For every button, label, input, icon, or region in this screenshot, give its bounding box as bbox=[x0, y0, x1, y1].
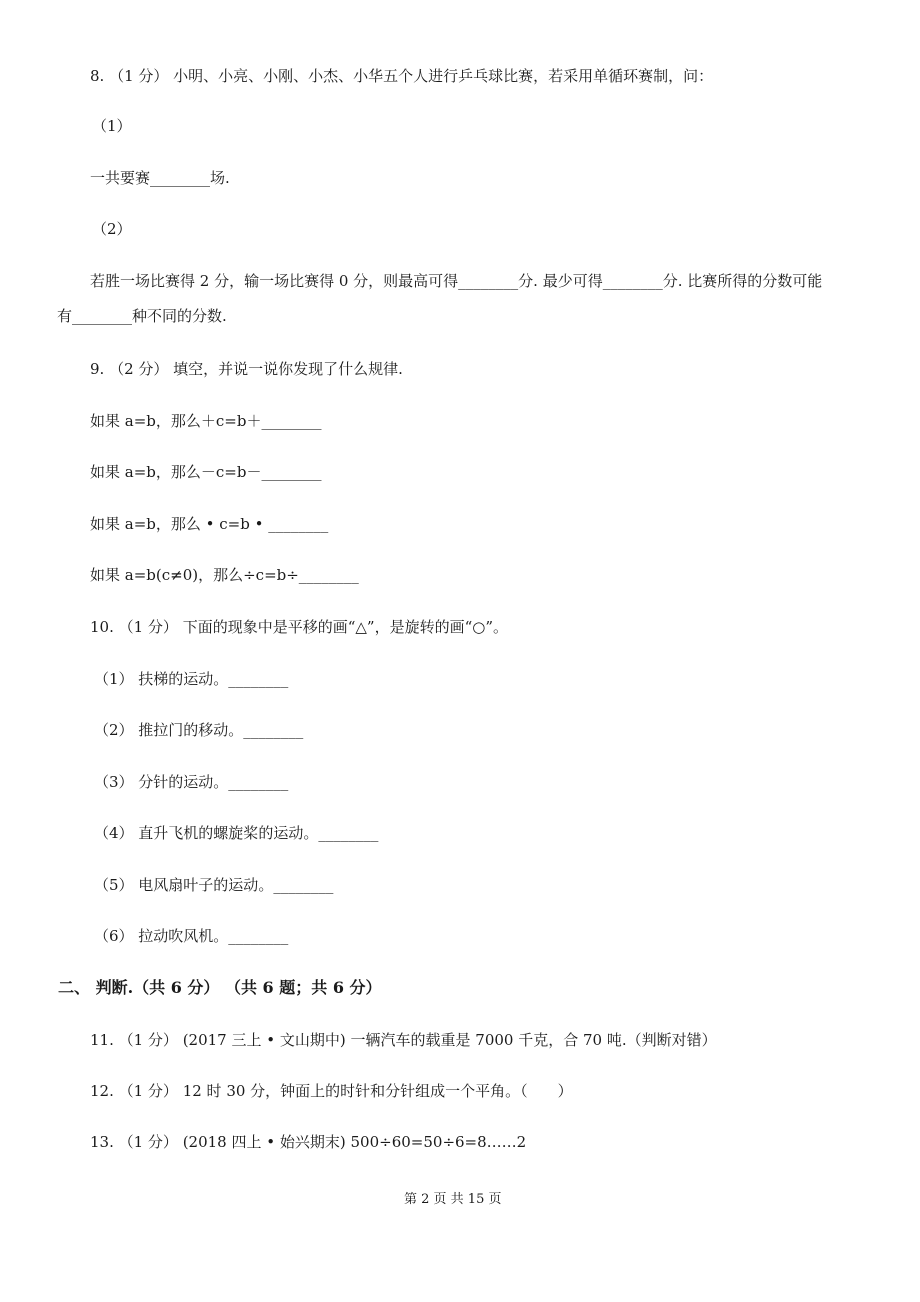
question-11: 11. （1 分） (2017 三上 • 文山期中) 一辆汽车的载重是 7000 千克，合 70 吨.（判断对错） bbox=[90, 1031, 717, 1049]
q8-part2-line2: 有________种不同的分数. bbox=[57, 307, 227, 325]
q9-line: 如果 a=b，那么＋c=b＋________ bbox=[90, 412, 322, 430]
q10-item: （4） 直升飞机的螺旋桨的运动。________ bbox=[94, 824, 379, 842]
q9-line: 如果 a=b，那么 • c=b • ________ bbox=[90, 515, 329, 533]
q8-part2-label: （2） bbox=[92, 220, 132, 238]
q9-line: 如果 a=b(c≠0)，那么÷c=b÷________ bbox=[90, 566, 359, 584]
q10-item: （5） 电风扇叶子的运动。________ bbox=[94, 876, 334, 894]
q10-item: （3） 分针的运动。________ bbox=[94, 773, 289, 791]
q10-item: （1） 扶梯的运动。________ bbox=[94, 670, 289, 688]
q8-part1-text: 一共要赛________场. bbox=[90, 169, 230, 187]
q8-part1-label: （1） bbox=[92, 117, 132, 135]
question-13: 13. （1 分） (2018 四上 • 始兴期末) 500÷60=50÷6=8……2 bbox=[90, 1133, 527, 1151]
page-footer: 第 2 页 共 15 页 bbox=[404, 1192, 502, 1207]
q9-header: 9. （2 分） 填空，并说一说你发现了什么规律. bbox=[90, 360, 403, 378]
q8-part2-line1: 若胜一场比赛得 2 分，输一场比赛得 0 分，则最高可得________分. 最少可得________分. 比赛所得的分数可能 bbox=[90, 272, 823, 290]
section-heading: 二、 判断.（共 6 分） （共 6 题；共 6 分） bbox=[58, 978, 382, 997]
q10-item: （6） 拉动吹风机。________ bbox=[94, 927, 289, 945]
q10-item: （2） 推拉门的移动。________ bbox=[94, 721, 304, 739]
question-12: 12. （1 分） 12 时 30 分，钟面上的时针和分针组成一个平角。（ ） bbox=[90, 1082, 573, 1100]
q10-header: 10. （1 分） 下面的现象中是平移的画“△”，是旋转的画“○”。 bbox=[90, 618, 509, 636]
q8-header: 8. （1 分） 小明、小亮、小刚、小杰、小华五个人进行乒乓球比赛，若采用单循环赛制，问： bbox=[90, 67, 714, 85]
q9-line: 如果 a=b，那么－c=b－________ bbox=[90, 463, 322, 481]
